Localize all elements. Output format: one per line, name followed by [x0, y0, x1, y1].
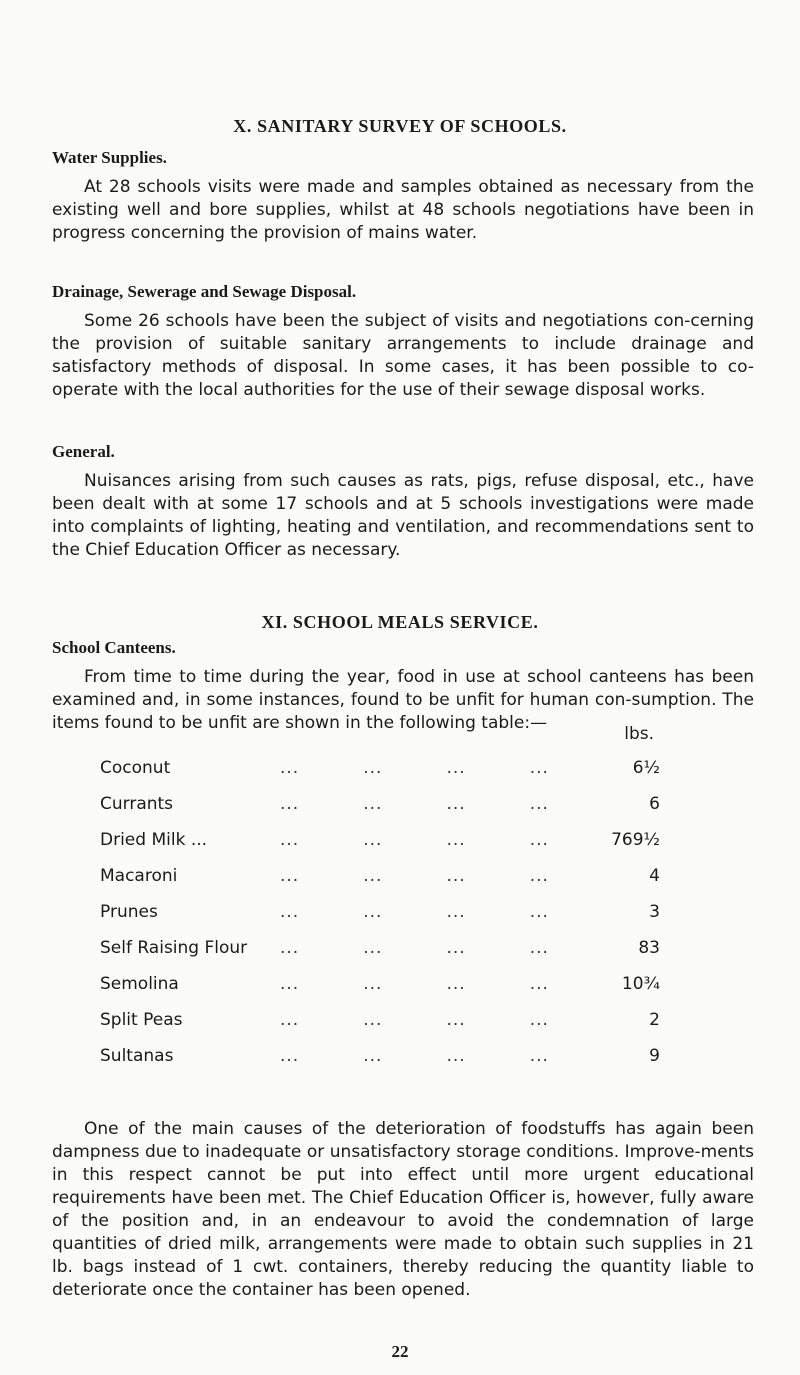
leader-dots: ... ... ... ...	[280, 902, 549, 922]
closing-paragraph: One of the main causes of the deterioration of foodstuffs has again been dampness due to inadequate or unsatisfactory storage conditions. Improve-ments in this respect cannot be put into effect until more urgent educational requirements have been met. The Chief Education Officer is, however, fully aware of the position and, in an endeavour to avoid the condemnation of large quantities of dried milk, arrangements were made to obtain such supplies in 21 lb. bags instead of 1 cwt. containers, thereby reducing the quantity liable to deteriorate once the container has been opened.	[52, 1119, 754, 1300]
leader-dots: ... ... ... ...	[280, 794, 549, 814]
water-supplies-title: Water Supplies.	[52, 148, 167, 167]
leader-dots: ... ... ... ...	[280, 758, 549, 778]
food-item: Split Peas	[100, 1010, 183, 1030]
food-item: Currants	[100, 794, 174, 814]
food-item: Prunes	[100, 902, 158, 922]
food-quantity: 83	[638, 938, 660, 958]
food-item: Semolina	[100, 974, 179, 994]
food-item: Sultanas	[100, 1046, 174, 1066]
table-row	[100, 758, 660, 784]
food-item: Self Raising Flour	[100, 938, 248, 958]
leader-dots: ... ... ... ...	[280, 830, 549, 850]
food-quantity: 2	[649, 1010, 660, 1030]
section-xi-heading: XI. SCHOOL MEALS SERVICE.	[261, 612, 539, 632]
general-paragraph: Nuisances arising from such causes as rats, pigs, refuse disposal, etc., have been dealt with at some 17 schools and at 5 schools investigations were made into complaints of lighting, heating and ventilation, and recommendations sent to the Chief Education Officer as necessary.	[52, 471, 754, 560]
table-row	[100, 830, 660, 856]
table-row	[100, 794, 660, 820]
food-item: Dried Milk ...	[100, 830, 208, 850]
food-quantity: 9	[649, 1046, 660, 1066]
page-number: 22	[391, 1342, 409, 1361]
general-title: General.	[52, 442, 115, 461]
school-canteens-title: School Canteens.	[52, 638, 176, 657]
food-quantity: 10¾	[621, 974, 660, 994]
table-row	[100, 938, 660, 964]
food-quantity: 4	[649, 866, 660, 886]
food-item: Coconut	[100, 758, 171, 778]
drainage-title: Drainage, Sewerage and Sewage Disposal.	[52, 282, 357, 301]
food-item: Macaroni	[100, 866, 178, 886]
leader-dots: ... ... ... ...	[280, 1010, 549, 1030]
school-canteens-paragraph: From time to time during the year, food in use at school canteens has been examined and, in some instances, found to be unfit for human con-sumption. The items found to be unfit are shown in the following table:—	[52, 667, 754, 733]
table-row	[100, 866, 660, 892]
food-quantity: 6	[649, 794, 660, 814]
leader-dots: ... ... ... ...	[280, 974, 549, 994]
table-row	[100, 902, 660, 928]
food-quantity: 3	[649, 902, 660, 922]
table-row	[100, 1046, 660, 1072]
table-row	[100, 1010, 660, 1036]
leader-dots: ... ... ... ...	[280, 938, 549, 958]
leader-dots: ... ... ... ...	[280, 1046, 549, 1066]
food-quantity: 6½	[632, 758, 660, 778]
leader-dots: ... ... ... ...	[280, 866, 549, 886]
water-supplies-paragraph: At 28 schools visits were made and samples obtained as necessary from the existing well and bore supplies, whilst at 48 schools negotiations have been in progress concerning the provision of mains water.	[52, 177, 754, 243]
table-row	[100, 974, 660, 1000]
section-x-heading: X. SANITARY SURVEY OF SCHOOLS.	[233, 116, 567, 136]
unit-header: lbs.	[624, 724, 654, 744]
food-quantity: 769½	[611, 830, 660, 850]
drainage-paragraph: Some 26 schools have been the subject of visits and negotiations con-cerning the provision of suitable sanitary arrangements to include drainage and satisfactory methods of disposal. In some cases, it has been possible to co-operate with the local authorities for the use of their sewage disposal works.	[52, 311, 754, 400]
